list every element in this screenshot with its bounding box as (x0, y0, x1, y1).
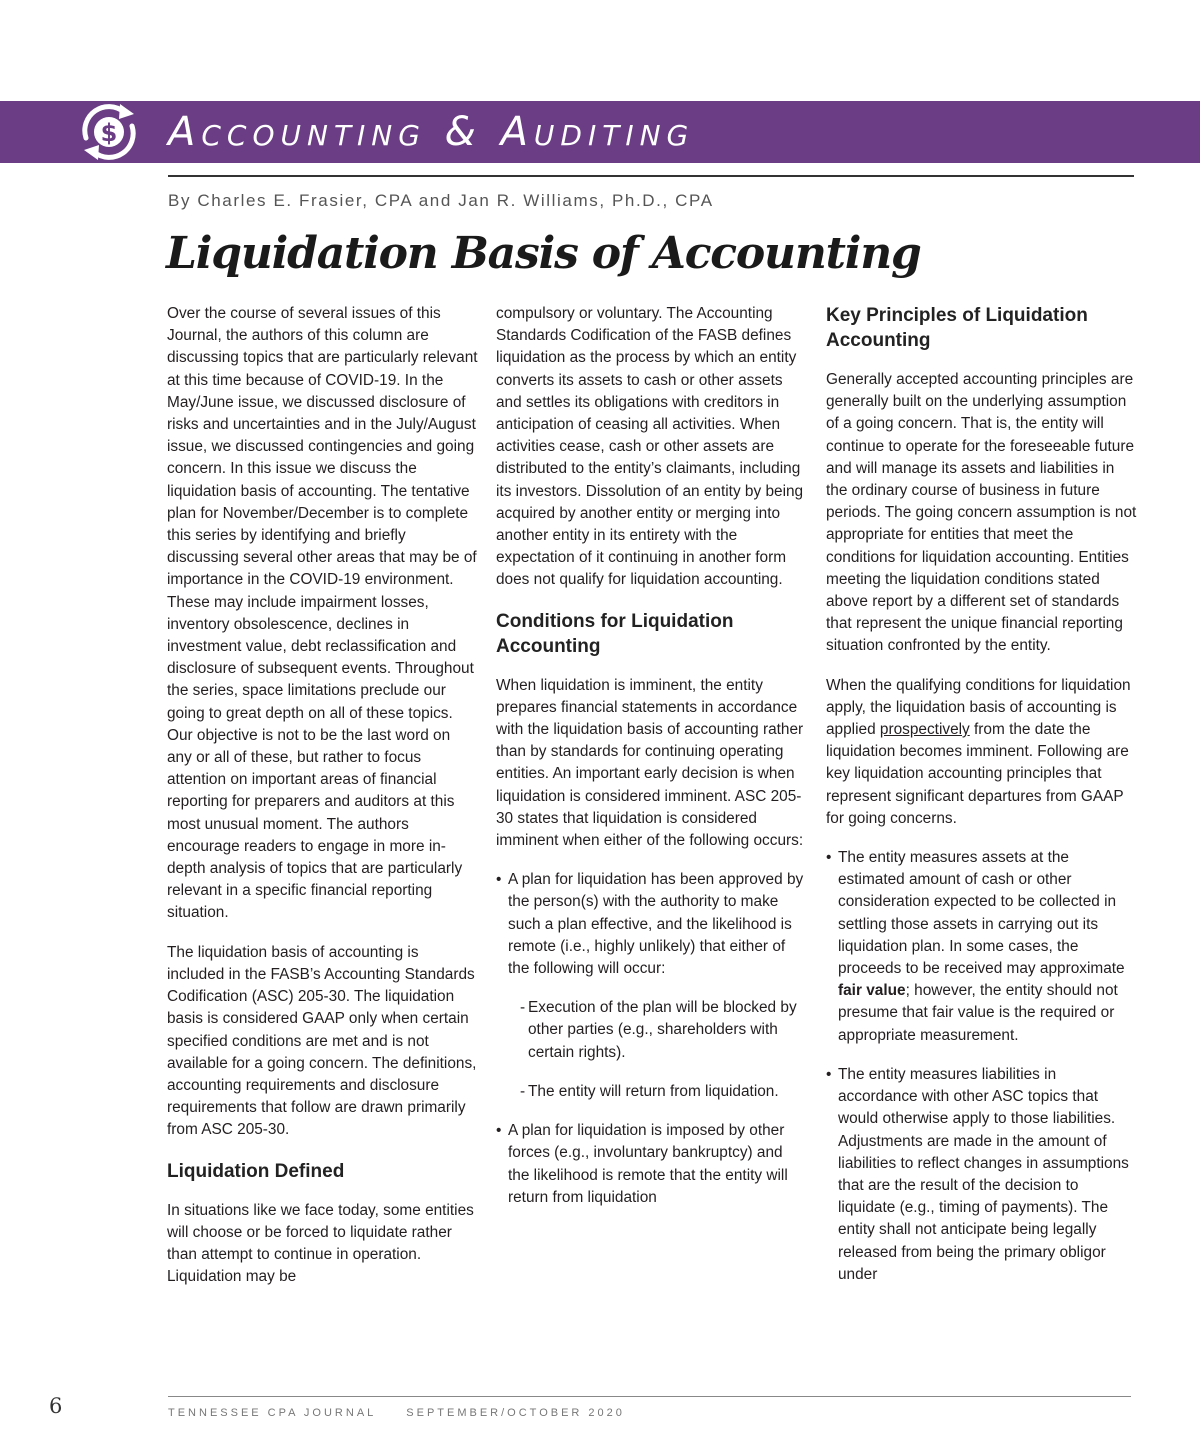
text-run: from the date the liquidation becomes imminent. Following are key liquidation accounting principles that represent significant departures from GAAP for going concerns. (826, 721, 1129, 827)
text-run: The entity measures assets at the estimated amount of cash or other consideration expected to be collected in settling those assets in carrying out its liquidation plan. In some cases, the proceeds to be received may approximate (838, 849, 1125, 978)
sub-list-item (496, 1081, 808, 1103)
header-divider (168, 175, 1134, 177)
section-title: Accounting & Auditing (168, 109, 695, 155)
byline: By Charles E. Frasier, CPA and Jan R. Williams, Ph.D., CPA (168, 191, 714, 210)
subheading-liquidation-defined: Liquidation Defined (167, 1160, 345, 1182)
text-run: When the qualifying conditions for liquidation apply, the liquidation basis of accounting is applied (826, 676, 1131, 739)
bullet-mark: • (496, 1122, 502, 1140)
fair-value-bold: fair value (838, 982, 906, 1000)
list-item-text: A plan for liquidation is imposed by other forces (e.g., involuntary bankruptcy) and the likelihood is remote that the entity will return from liquidation (508, 1122, 788, 1206)
list-item-text: The entity will return from liquidation. (528, 1082, 779, 1100)
paragraph (826, 675, 1138, 830)
list-item (826, 847, 1138, 1047)
dash-mark: - (520, 1082, 526, 1100)
column-2 (496, 303, 808, 1226)
paragraph: When liquidation is imminent, the entity prepares financial statements in accordance with the liquidation basis of accounting rather than by standards for continuing operating entities. An important early decision is when liquidation is considered imminent. ASC 205-30 states that liquidation is considered imminent when either of the following occurs: (496, 676, 804, 850)
dash-mark: - (520, 999, 526, 1017)
column-1 (167, 303, 479, 1305)
journal-name: TENNESSEE CPA JOURNAL (168, 1407, 377, 1419)
prospectively-underlined: prospectively (879, 721, 970, 739)
issue-date: SEPTEMBER/OCTOBER 2020 (406, 1407, 625, 1419)
article-title: Liquidation Basis of Accounting (166, 228, 921, 279)
bullet-mark: • (826, 1065, 832, 1083)
dollar-cycle-icon (72, 98, 146, 166)
bullet-mark: • (826, 849, 832, 867)
list-item-text: The entity measures liabilities in accordance with other ASC topics that would otherwise apply to those liabilities. Adjustments are made in the amount of liabilities to reflect changes in assumptions that are the result of the decision to liquidate (e.g., timing of payments). The entity shall not anticipate being legally released from being the primary obligor under (838, 1065, 1129, 1283)
paragraph: Over the course of several issues of this Journal, the authors of this column are discussing topics that are particularly relevant at this time because of COVID-19. In the May/June issue, we discussed disclosure of risks and uncertainties and in the July/August issue, we discussed contingencies and going concern. In this issue we discuss the liquidation basis of accounting. The tentative plan for November/December is to complete this series by identifying and briefly discussing several other areas that may be of importance in the COVID-19 environment. These may include impairment losses, inventory obsolescence, declines in investment value, debt reclassification and disclosure of subsequent events. Throughout the series, space limitations preclude our going to great depth on all of these topics. Our objective is not to be the last word on any or all of these, but rather to focus attention on important areas of financial reporting for preparers and auditors at this most unusual moment. The authors encourage readers to engage in more in-depth analysis of topics that are particularly relevant in a specific financial reporting situation. (167, 305, 478, 922)
list-item-text: A plan for liquidation has been approved by the person(s) with the authority to make such a plan effective, and the likelihood is remote (i.e., highly unlikely) that either of the following will occur: (508, 871, 804, 978)
svg-text:$: $ (100, 119, 118, 147)
paragraph: Generally accepted accounting principles are generally built on the underlying assumption of a going concern. That is, the entity will continue to operate for the foreseeable future and will manage its assets and liabilities in the ordinary course of business in future periods. The going concern assumption is not appropriate for entities that meet the conditions for liquidation accounting. Entities meeting the liquidation conditions stated above report by a different set of standards that represent the unique financial reporting situation confronted by the entity. (826, 371, 1137, 655)
subheading-conditions: Conditions for Liquidation Accounting (496, 610, 734, 657)
list-item (496, 869, 808, 980)
footer-text (168, 1407, 625, 1419)
paragraph: compulsory or voluntary. The Accounting Standards Codification of the FASB defines liquidation as the process by which an entity converts its assets to cash or other assets and settles its obligations with creditors in anticipation of ceasing all activities. When activities cease, cash or other assets are distributed to the entity’s claimants, including its investors. Dissolution of an entity by being acquired by another entity or merging into another entity in its entirety with the expectation of it continuing in another form does not qualify for liquidation accounting. (496, 305, 804, 589)
column-3 (826, 303, 1138, 1303)
list-item-text: Execution of the plan will be blocked by other parties (e.g., shareholders with certain rights). (528, 999, 797, 1061)
list-item (496, 1120, 808, 1209)
sub-list-item (496, 997, 808, 1064)
subheading-key-principles: Key Principles of Liquidation Accounting (826, 305, 1088, 351)
list-item (826, 1064, 1138, 1286)
text-run: ; however, the entity should not presume that fair value is the required or appropriate measurement. (838, 982, 1118, 1044)
page-number: 6 (49, 1394, 63, 1418)
paragraph: The liquidation basis of accounting is included in the FASB’s Accounting Standards Codification (ASC) 205-30. The liquidation basis is considered GAAP only when certain specified conditions are met and is not available for a going concern. The definitions, accounting requirements and disclosure requirements that follow are drawn primarily from ASC 205-30. (167, 943, 477, 1139)
bullet-mark: • (496, 871, 502, 889)
footer-divider (168, 1396, 1131, 1397)
paragraph: In situations like we face today, some entities will choose or be forced to liquidate rather than attempt to continue in operation. Liquidation may be (167, 1201, 474, 1286)
